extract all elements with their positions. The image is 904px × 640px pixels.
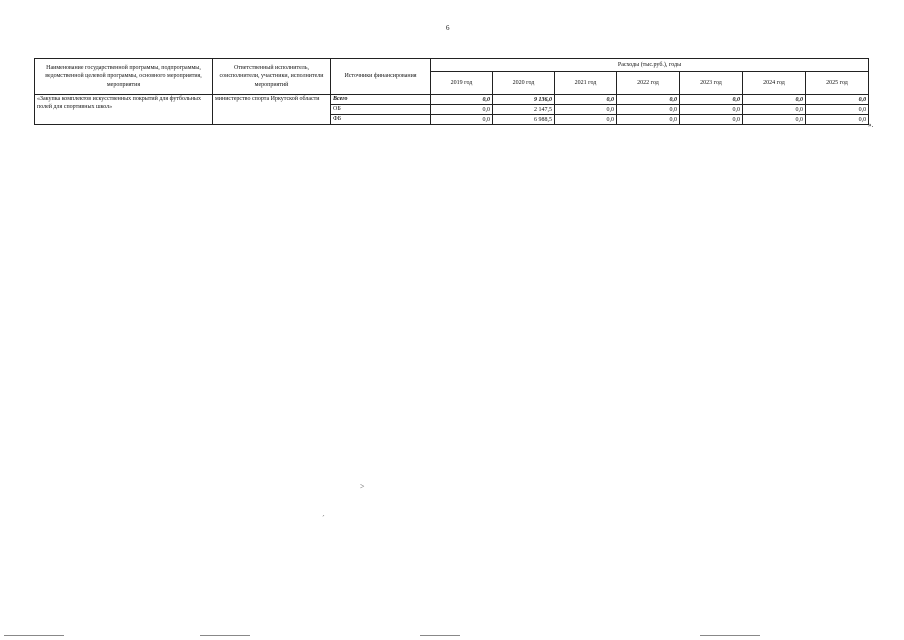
scan-edge-line <box>420 635 460 636</box>
value-cell: 0,0 <box>431 115 493 125</box>
value-cell: 0,0 <box>617 105 680 115</box>
value-cell: 0,0 <box>431 105 493 115</box>
budget-table <box>34 58 869 125</box>
header-funding-source: Источники финансирования <box>331 59 431 95</box>
value-cell: 9 136,0 <box>493 95 555 105</box>
scan-speck: ˃ <box>360 482 365 491</box>
scan-speck: ˊ <box>322 514 325 523</box>
page-number: 6 <box>446 24 450 32</box>
value-cell: 0,0 <box>555 105 617 115</box>
scan-edge-line <box>200 635 250 636</box>
value-cell: 0,0 <box>743 115 806 125</box>
value-cell: 0,0 <box>431 95 493 105</box>
responsible-executor: министерство спорта Иркутской области <box>213 95 331 125</box>
value-cell: 0,0 <box>806 105 869 115</box>
header-year: 2022 год <box>617 72 680 95</box>
value-cell: 0,0 <box>617 95 680 105</box>
value-cell: 0,0 <box>680 115 743 125</box>
source-label: ОБ <box>331 105 431 115</box>
value-cell: 0,0 <box>680 95 743 105</box>
header-year: 2021 год <box>555 72 617 95</box>
value-cell: 0,0 <box>680 105 743 115</box>
header-expenses: Расходы (тыс.руб.), годы <box>431 59 869 72</box>
value-cell: 0,0 <box>617 115 680 125</box>
header-year: 2025 год <box>806 72 869 95</box>
value-cell: 0,0 <box>555 115 617 125</box>
value-cell: 0,0 <box>743 95 806 105</box>
scan-edge-line <box>4 635 64 636</box>
value-cell: 0,0 <box>806 95 869 105</box>
scan-edge-line <box>700 635 760 636</box>
value-cell: 0,0 <box>806 115 869 125</box>
closing-quote-mark: ». <box>868 121 874 129</box>
table-row-total <box>35 95 869 105</box>
source-label: ФБ <box>331 115 431 125</box>
header-responsible: Ответственный исполнитель, соисполнители, участники, исполнители мероприятий <box>213 59 331 95</box>
header-year: 2023 год <box>680 72 743 95</box>
event-name: «Закупка комплектов искусственных покрытий для футбольных полей для спортивных школ» <box>35 95 213 125</box>
header-row-top <box>35 59 869 72</box>
source-label: Всего <box>331 95 431 105</box>
value-cell: 6 988,5 <box>493 115 555 125</box>
header-year: 2020 год <box>493 72 555 95</box>
value-cell: 0,0 <box>555 95 617 105</box>
header-year: 2019 год <box>431 72 493 95</box>
header-year: 2024 год <box>743 72 806 95</box>
value-cell: 0,0 <box>743 105 806 115</box>
header-program-name: Наименование государственной программы, подпрограммы, ведомственной целевой программы, основного мероприятия, мероприятия <box>35 59 213 95</box>
value-cell: 2 147,5 <box>493 105 555 115</box>
